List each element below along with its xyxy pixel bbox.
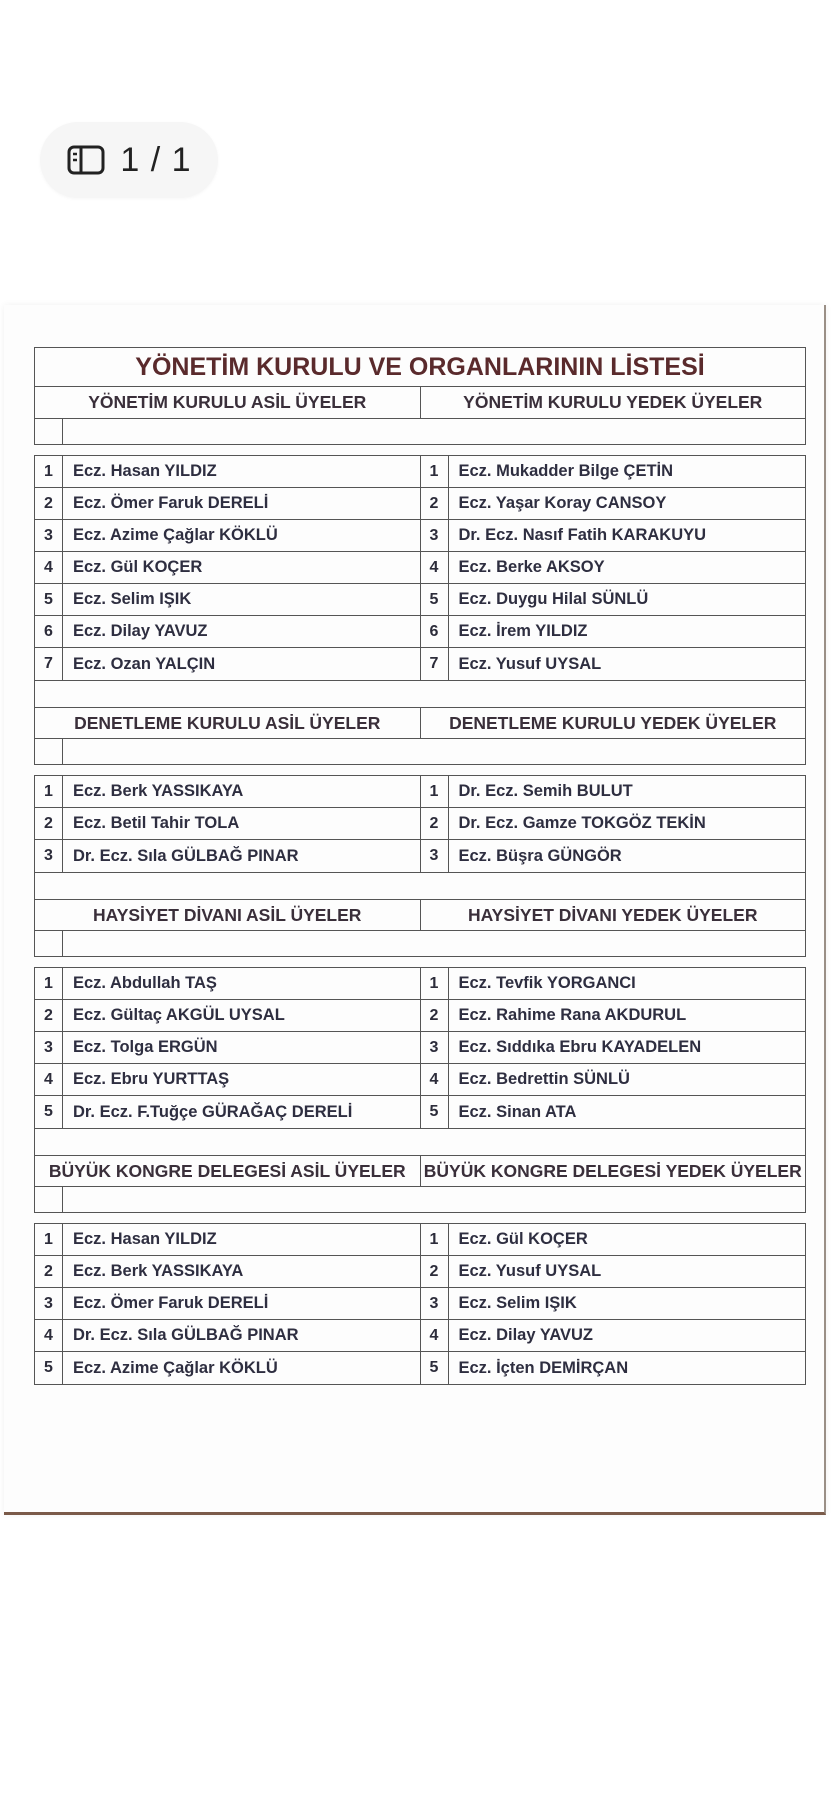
row-number: 1	[421, 1224, 449, 1255]
row-number: 3	[35, 1288, 63, 1319]
table-row	[421, 648, 806, 680]
member-name: Ecz. Tevfik YORGANCI	[458, 974, 636, 992]
member-name: Ecz. İçten DEMİRÇAN	[458, 1358, 629, 1377]
member-name: Dr. Ecz. Sıla GÜLBAĞ PINAR	[73, 1326, 299, 1344]
asil-members	[35, 968, 420, 1128]
asil-header: HAYSİYET DİVANI ASİL ÜYELER	[93, 904, 362, 925]
table-row	[35, 1064, 420, 1096]
section-header	[34, 707, 806, 739]
yedek-header: BÜYÜK KONGRE DELEGESİ YEDEK ÜYELER	[420, 1156, 806, 1186]
member-name: Ecz. Gül KOÇER	[73, 558, 203, 576]
table-row	[421, 520, 806, 552]
member-name: Dr. Ecz. F.Tuğçe GÜRAĞAÇ DERELİ	[73, 1102, 353, 1121]
member-name: Ecz. Büşra GÜNGÖR	[458, 846, 622, 865]
table-row	[421, 776, 806, 808]
member-name: Ecz. Ebru YURTTAŞ	[73, 1070, 230, 1088]
row-number: 5	[421, 1352, 449, 1384]
member-name: Ecz. Hasan YILDIZ	[73, 1230, 217, 1248]
row-number: 4	[35, 1064, 63, 1095]
member-name: Ecz. Tolga ERGÜN	[73, 1038, 218, 1056]
table-row	[421, 1352, 806, 1384]
member-name: Ecz. Ozan YALÇIN	[73, 654, 216, 673]
table-row	[35, 1000, 420, 1032]
yedek-members	[420, 1224, 806, 1384]
table-row	[421, 1256, 806, 1288]
row-number: 4	[35, 1320, 63, 1351]
asil-members	[35, 456, 420, 680]
table-row	[35, 552, 420, 584]
member-block	[34, 967, 806, 1129]
member-name: Ecz. Yaşar Koray CANSOY	[458, 494, 667, 512]
member-name: Ecz. Sinan ATA	[458, 1102, 577, 1121]
member-name: Ecz. Duygu Hilal SÜNLÜ	[458, 590, 649, 608]
member-name: Ecz. Sıddıka Ebru KAYADELEN	[458, 1038, 702, 1056]
row-number: 2	[421, 1256, 449, 1287]
yedek-members	[420, 456, 806, 680]
member-name: Ecz. İrem YILDIZ	[458, 622, 588, 640]
member-name: Ecz. Yusuf UYSAL	[458, 1262, 602, 1280]
section-spacer	[34, 681, 806, 707]
row-number: 4	[35, 552, 63, 583]
member-name: Ecz. Gültaç AKGÜL UYSAL	[73, 1006, 285, 1024]
asil-header: BÜYÜK KONGRE DELEGESİ ASİL ÜYELER	[48, 1160, 406, 1181]
row-number: 2	[35, 488, 63, 519]
member-name: Ecz. Berke AKSOY	[458, 558, 605, 576]
table-row	[421, 584, 806, 616]
row-number: 1	[421, 776, 449, 807]
table-row	[35, 488, 420, 520]
blank-row	[34, 931, 806, 957]
table-row	[35, 776, 420, 808]
row-number: 2	[35, 1000, 63, 1031]
asil-members	[35, 1224, 420, 1384]
table-row	[35, 1256, 420, 1288]
table-row	[421, 1224, 806, 1256]
member-name: Ecz. Selim IŞIK	[73, 590, 192, 608]
asil-members	[35, 776, 420, 872]
row-number: 4	[421, 1064, 449, 1095]
section-spacer	[34, 873, 806, 899]
table-row	[421, 488, 806, 520]
table-row	[421, 968, 806, 1000]
section-header	[34, 1155, 806, 1187]
member-list-table	[34, 347, 806, 1385]
yedek-members	[420, 776, 806, 872]
member-name: Ecz. Azime Çağlar KÖKLÜ	[73, 526, 278, 544]
row-number: 3	[35, 520, 63, 551]
table-row	[421, 840, 806, 872]
member-name: Dr. Ecz. Sıla GÜLBAĞ PINAR	[73, 846, 299, 865]
table-row	[35, 616, 420, 648]
row-number: 5	[35, 1096, 63, 1128]
section-header	[34, 387, 806, 419]
section-header	[34, 899, 806, 931]
member-name: Ecz. Dilay YAVUZ	[73, 622, 208, 640]
member-name: Ecz. Selim IŞIK	[458, 1294, 577, 1312]
table-row	[421, 1064, 806, 1096]
member-name: Ecz. Ömer Faruk DERELİ	[73, 1294, 269, 1312]
member-name: Ecz. Berk YASSIKAYA	[73, 1262, 244, 1280]
table-row	[35, 840, 420, 872]
member-block	[34, 775, 806, 873]
member-name: Dr. Ecz. Semih BULUT	[458, 782, 633, 800]
table-row	[35, 1224, 420, 1256]
member-name: Ecz. Abdullah TAŞ	[73, 974, 217, 992]
row-number: 7	[421, 648, 449, 680]
table-row	[421, 616, 806, 648]
blank-row	[34, 1187, 806, 1213]
member-name: Dr. Ecz. Nasıf Fatih KARAKUYU	[458, 526, 707, 544]
blank-cell	[35, 1187, 63, 1212]
row-number: 2	[421, 488, 449, 519]
row-number: 4	[421, 1320, 449, 1351]
row-number: 7	[35, 648, 63, 680]
row-number: 3	[421, 1288, 449, 1319]
row-number: 5	[35, 584, 63, 615]
member-name: Ecz. Bedrettin SÜNLÜ	[458, 1070, 630, 1088]
row-number: 3	[421, 840, 449, 872]
table-row	[421, 1000, 806, 1032]
yedek-header: HAYSİYET DİVANI YEDEK ÜYELER	[420, 900, 806, 930]
blank-row	[34, 739, 806, 765]
table-row	[35, 808, 420, 840]
row-number: 6	[35, 616, 63, 647]
table-row	[35, 456, 420, 488]
row-number: 4	[421, 552, 449, 583]
member-name: Ecz. Rahime Rana AKDURUL	[458, 1006, 687, 1024]
member-name: Ecz. Gül KOÇER	[458, 1230, 588, 1248]
row-number: 3	[35, 840, 63, 872]
asil-header: DENETLEME KURULU ASİL ÜYELER	[74, 712, 381, 733]
yedek-members	[420, 968, 806, 1128]
row-number: 5	[35, 1352, 63, 1384]
row-number: 6	[421, 616, 449, 647]
table-row	[421, 808, 806, 840]
member-name: Dr. Ecz. Gamze TOKGÖZ TEKİN	[458, 814, 706, 832]
table-row	[421, 1032, 806, 1064]
table-row	[35, 584, 420, 616]
blank-cell	[35, 931, 63, 956]
row-number: 1	[35, 456, 63, 487]
page-counter: 1 / 1	[120, 140, 192, 179]
row-number: 2	[35, 808, 63, 839]
table-row	[35, 1352, 420, 1384]
member-name: Ecz. Dilay YAVUZ	[458, 1326, 594, 1344]
row-number: 3	[421, 1032, 449, 1063]
row-number: 3	[35, 1032, 63, 1063]
table-row	[421, 1096, 806, 1128]
member-name: Ecz. Yusuf UYSAL	[458, 654, 602, 673]
member-name: Ecz. Betil Tahir TOLA	[73, 814, 240, 832]
table-row	[421, 1288, 806, 1320]
member-block	[34, 455, 806, 681]
table-row	[35, 1288, 420, 1320]
page-counter-pill[interactable]	[40, 122, 218, 198]
sidebar-panel-icon	[66, 144, 106, 176]
table-row	[35, 520, 420, 552]
row-number: 5	[421, 584, 449, 615]
member-block	[34, 1223, 806, 1385]
member-name: Ecz. Berk YASSIKAYA	[73, 782, 244, 800]
row-number: 2	[421, 1000, 449, 1031]
row-number: 2	[421, 808, 449, 839]
blank-cell	[35, 419, 63, 444]
document-page	[4, 305, 826, 1515]
table-row	[35, 1096, 420, 1128]
table-row	[421, 552, 806, 584]
member-name: Ecz. Ömer Faruk DERELİ	[73, 494, 269, 512]
blank-cell	[35, 739, 63, 764]
row-number: 3	[421, 520, 449, 551]
asil-header: YÖNETİM KURULU ASİL ÜYELER	[88, 392, 367, 412]
member-name: Ecz. Hasan YILDIZ	[73, 462, 217, 480]
yedek-header: YÖNETİM KURULU YEDEK ÜYELER	[420, 387, 806, 418]
row-number: 5	[421, 1096, 449, 1128]
document-title: YÖNETİM KURULU VE ORGANLARININ LİSTESİ	[34, 347, 806, 387]
row-number: 1	[421, 456, 449, 487]
section-spacer	[34, 1129, 806, 1155]
row-number: 2	[35, 1256, 63, 1287]
row-number: 1	[421, 968, 449, 999]
row-number: 1	[35, 776, 63, 807]
row-number: 1	[35, 1224, 63, 1255]
row-number: 1	[35, 968, 63, 999]
blank-row	[34, 419, 806, 445]
table-row	[35, 1032, 420, 1064]
table-row	[35, 1320, 420, 1352]
table-row	[421, 1320, 806, 1352]
table-row	[35, 648, 420, 680]
yedek-header: DENETLEME KURULU YEDEK ÜYELER	[420, 708, 806, 738]
member-name: Ecz. Azime Çağlar KÖKLÜ	[73, 1358, 278, 1377]
member-name: Ecz. Mukadder Bilge ÇETİN	[458, 462, 674, 480]
table-row	[421, 456, 806, 488]
table-row	[35, 968, 420, 1000]
